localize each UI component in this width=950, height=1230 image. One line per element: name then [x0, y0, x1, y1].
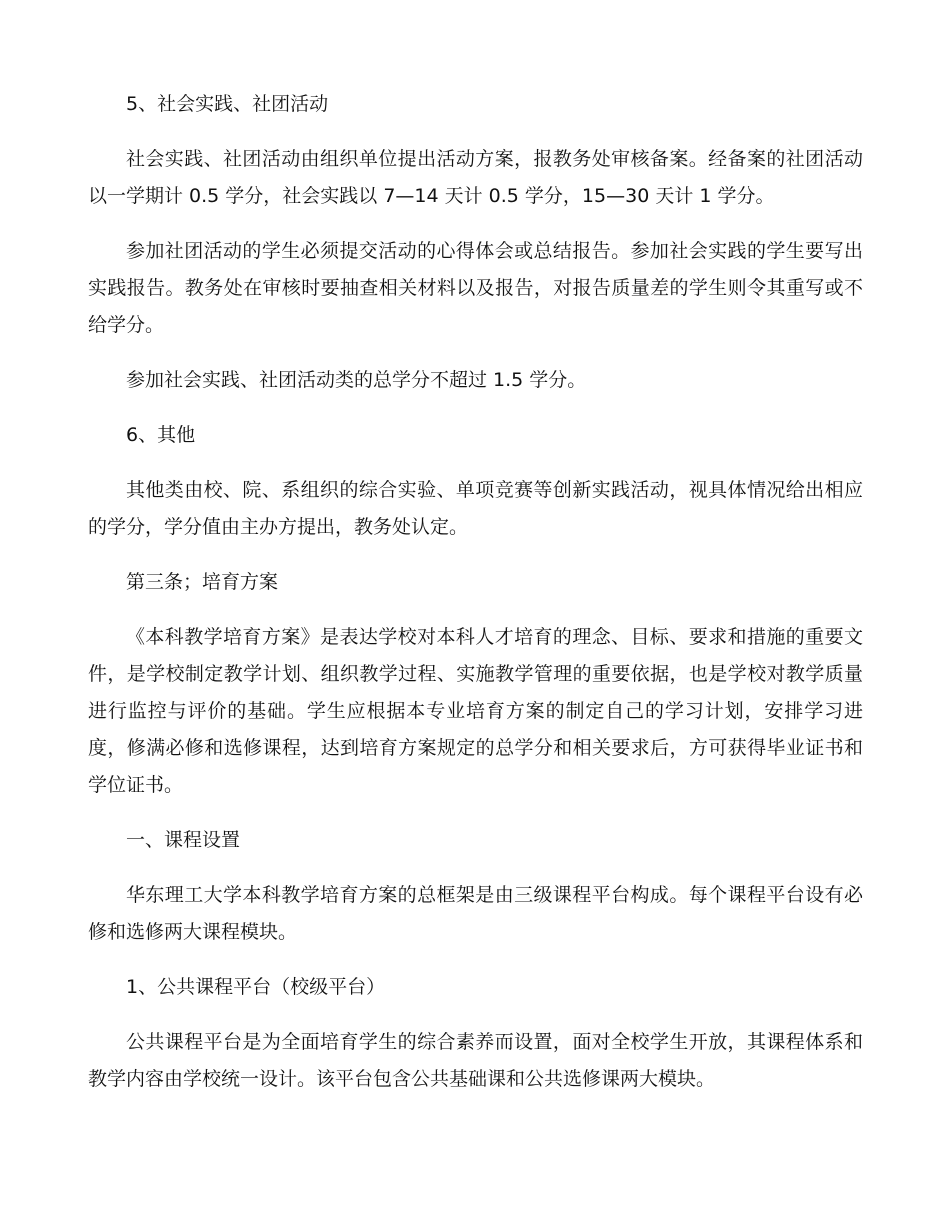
section-heading-social-practice: 5、社会实践、社团活动 [126, 93, 329, 115]
paragraph-public-platform-description: 公共课程平台是为全面培育学生的综合素养而设置，面对全校学生开放，其课程体系和教学内容由学校统一设计。该平台包含公共基础课和公共选修课两大模块。 [88, 1031, 863, 1090]
paragraph-report-requirements: 参加社团活动的学生必须提交活动的心得体会或总结报告。参加社会实践的学生要写出实践报告。教务处在审核时要抽查相关材料以及报告，对报告质量差的学生则令其重写或不给学分。 [88, 240, 863, 336]
paragraph-credit-limit: 参加社会实践、社团活动类的总学分不超过 1.5 学分。 [126, 369, 587, 391]
document-body [88, 86, 863, 1098]
section-heading-public-platform: 1、公共课程平台（校级平台） [126, 976, 386, 998]
paragraph-training-plan-description: 《本科教学培育方案》是表达学校对本科人才培育的理念、目标、要求和措施的重要文件，是学校制定教学计划、组织教学过程、实施教学管理的重要依据，也是学校对教学质量进行监控与评价的基础。学生应根据本专业培育方案的制定自己的学习计划，安排学习进度，修满必修和选修课程，达到培育方案规定的总学分和相关要求后，方可获得毕业证书和学位证书。 [88, 626, 863, 796]
paragraph-course-framework: 华东理工大学本科教学培育方案的总框架是由三级课程平台构成。每个课程平台设有必修和选修两大课程模块。 [88, 884, 863, 943]
paragraph-other-activities: 其他类由校、院、系组织的综合实验、单项竞赛等创新实践活动，视具体情况给出相应的学分，学分值由主办方提出，教务处认定。 [88, 479, 863, 538]
paragraph-social-practice-credits: 社会实践、社团活动由组织单位提出活动方案，报教务处审核备案。经备案的社团活动以一学期计 0.5 学分，社会实践以 7—14 天计 0.5 学分，15—30 天计 1 学分。 [88, 148, 863, 207]
section-heading-course-setup: 一、课程设置 [126, 829, 241, 851]
section-heading-other: 6、其他 [126, 424, 196, 446]
article-heading-training-plan: 第三条；培育方案 [126, 571, 279, 593]
